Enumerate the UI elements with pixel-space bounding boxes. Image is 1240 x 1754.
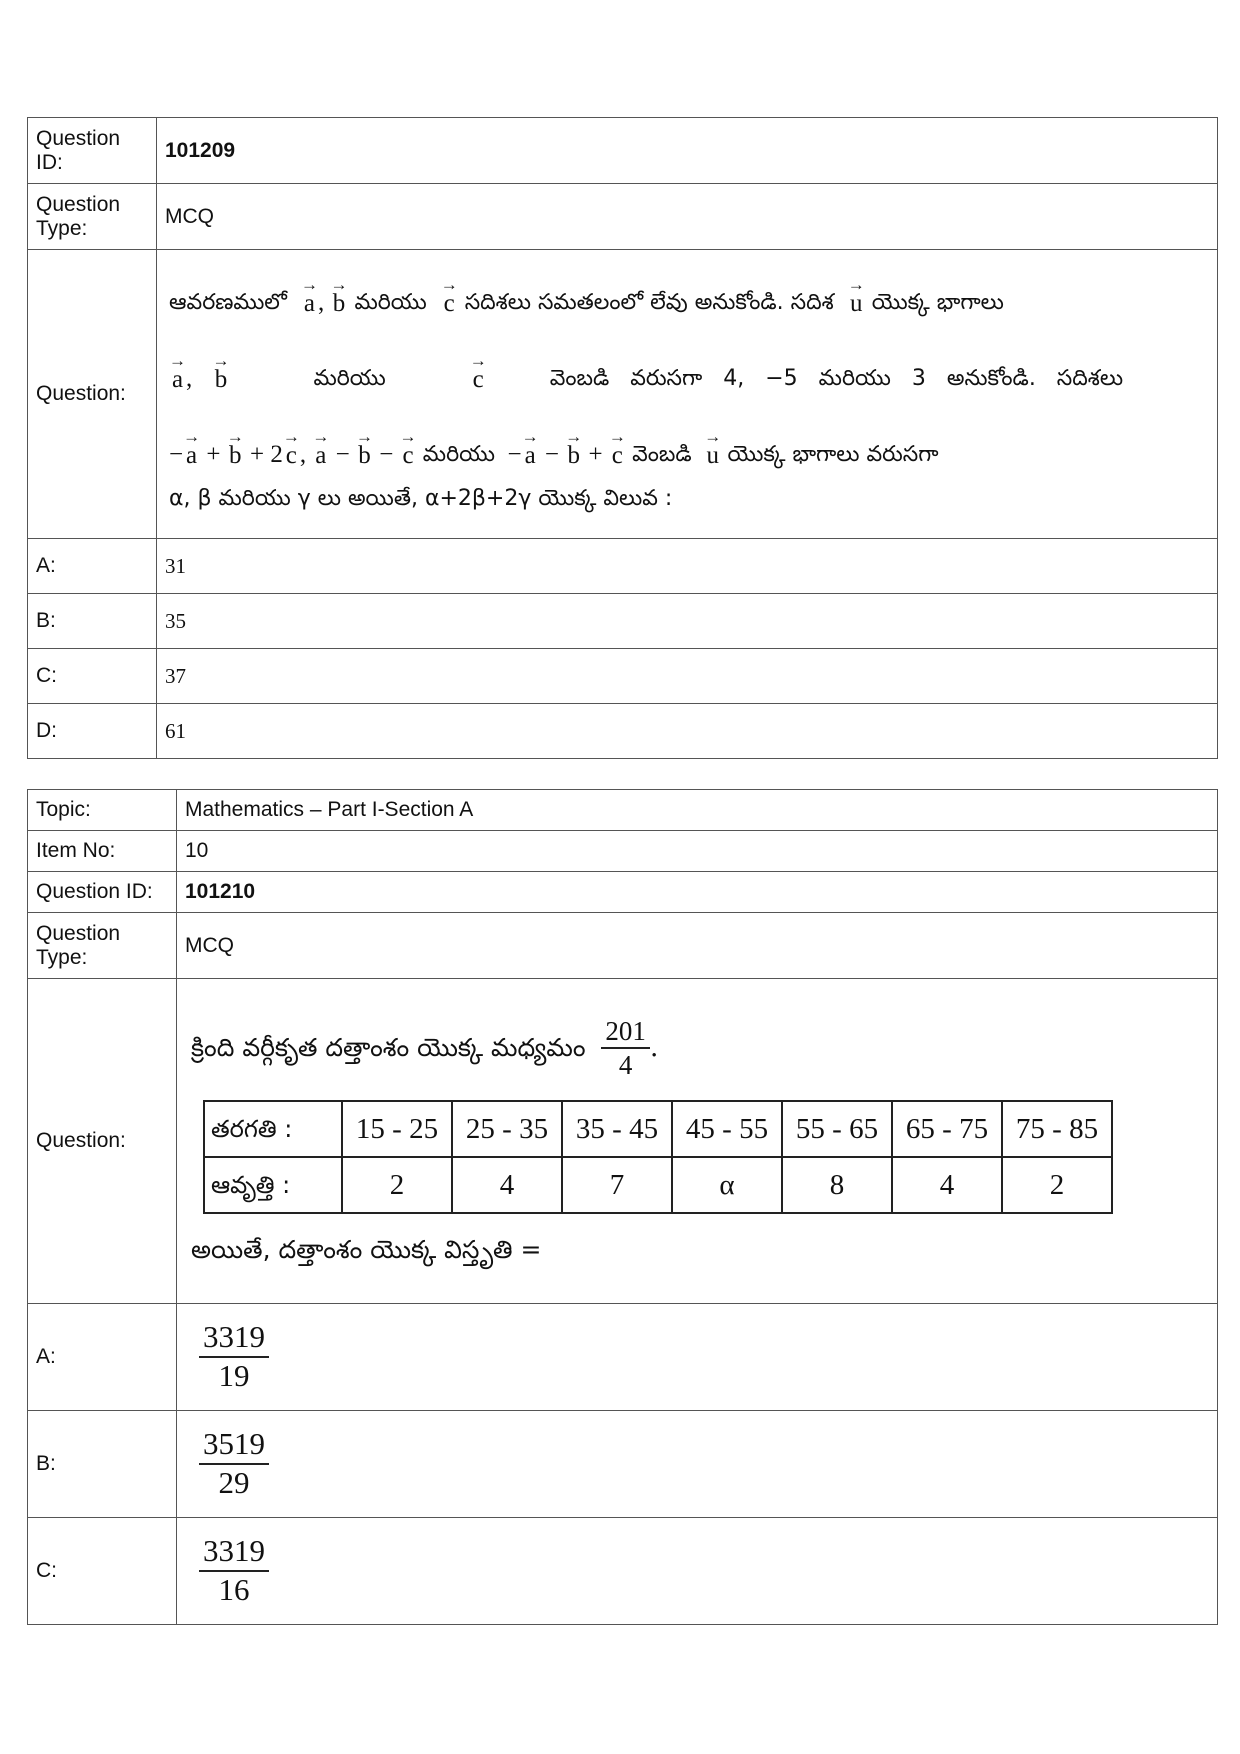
frequency-cell: 2 [342, 1157, 452, 1213]
class-cell: 75 - 85 [1002, 1101, 1112, 1157]
vector-c: → c [440, 275, 458, 317]
question-line-2: → a , → b మరియు → c వెంబడి వరుసగా 4, −5 మరియు 3 అనుకోండి. సదిశలు [169, 351, 1124, 393]
frequency-cell: 7 [562, 1157, 672, 1213]
frequency-cell: 4 [892, 1157, 1002, 1213]
option-b-value[interactable]: 35 [157, 594, 1218, 649]
question-id-label: Question ID: [28, 872, 177, 913]
topic-label: Topic: [28, 790, 177, 831]
frequency-cell: 8 [782, 1157, 892, 1213]
question-text [177, 979, 1218, 1304]
class-label: తరగతి : [204, 1101, 342, 1157]
option-a-value[interactable] [177, 1304, 1218, 1411]
option-a-label: A: [28, 1304, 177, 1411]
frequency-label: ఆవృత్తి : [204, 1157, 342, 1213]
frequency-cell: 2 [1002, 1157, 1112, 1213]
question-id-value: 101209 [157, 118, 1218, 184]
frequency-row [204, 1157, 1112, 1213]
option-c-value[interactable] [177, 1518, 1218, 1625]
option-c-label: C: [28, 649, 157, 704]
question-id-label: Question ID: [28, 118, 157, 184]
option-b-label: B: [28, 594, 157, 649]
question-intro: క్రింది వర్గీకృత దత్తాంశం యొక్క మధ్యమం $\frac{201}{4}$ . [191, 1015, 659, 1080]
vector-u: → u [847, 275, 865, 317]
question-id-value: 101210 [177, 872, 1218, 913]
question-line-4: α, β మరియు γ లు అయితే, α+2β+2γ యొక్క విలువ : [169, 486, 673, 511]
question-type-value: MCQ [177, 913, 1218, 979]
class-cell: 15 - 25 [342, 1101, 452, 1157]
class-cell: 45 - 55 [672, 1101, 782, 1157]
option-d-value[interactable]: 61 [157, 704, 1218, 759]
question-type-label: Question Type: [28, 913, 177, 979]
vector-a: → a [300, 275, 318, 317]
option-b-fraction: $\frac{3519}{29}$ [199, 1428, 269, 1499]
class-row [204, 1101, 1112, 1157]
frequency-table [203, 1100, 1113, 1214]
question-line-1: ఆవరణములో → a , → b మరియు → c సదిశలు సమతలంలో లేవు అనుకోండి. సదిశ → u యొక్క భాగాలు [169, 275, 1004, 317]
class-cell: 55 - 65 [782, 1101, 892, 1157]
question-label: Question: [28, 979, 177, 1304]
option-b-label: B: [28, 1411, 177, 1518]
class-cell: 25 - 35 [452, 1101, 562, 1157]
item-no-label: Item No: [28, 831, 177, 872]
option-a-value[interactable]: 31 [157, 539, 1218, 594]
option-a-fraction: $\frac{3319}{19}$ [199, 1321, 269, 1392]
question-101210-table [27, 789, 1218, 1625]
option-c-label: C: [28, 1518, 177, 1625]
question-line-3: − → a + → b + 2 → c , → a − → b − → c మరియు − → a − → b + → c వెంబడి → u యొక్క భాగాలు వరుసగా [169, 427, 939, 469]
option-c-value[interactable]: 37 [157, 649, 1218, 704]
question-label: Question: [28, 250, 157, 539]
question-type-label: Question Type: [28, 184, 157, 250]
frequency-cell: α [672, 1157, 782, 1213]
topic-value: Mathematics – Part I-Section A [177, 790, 1218, 831]
option-d-label: D: [28, 704, 157, 759]
question-101209-table [27, 117, 1218, 759]
option-a-label: A: [28, 539, 157, 594]
question-text [157, 250, 1218, 539]
option-c-fraction: $\frac{3319}{16}$ [199, 1535, 269, 1606]
option-b-value[interactable] [177, 1411, 1218, 1518]
class-cell: 65 - 75 [892, 1101, 1002, 1157]
frequency-cell: 4 [452, 1157, 562, 1213]
question-outro: అయితే, దత్తాంశం యొక్క విస్తృతి = [191, 1235, 542, 1264]
mean-fraction: $\frac{201}{4}$ [601, 1017, 650, 1080]
vector-b: → b [330, 275, 348, 317]
item-no-value: 10 [177, 831, 1218, 872]
question-type-value: MCQ [157, 184, 1218, 250]
class-cell: 35 - 45 [562, 1101, 672, 1157]
